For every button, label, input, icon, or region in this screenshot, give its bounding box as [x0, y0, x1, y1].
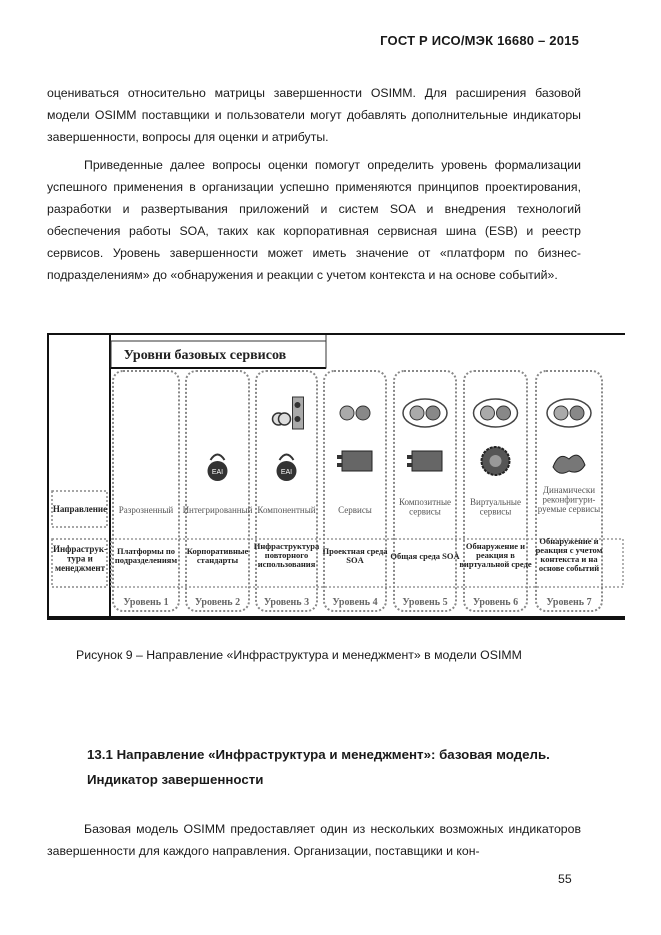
container-port-icon	[337, 455, 342, 459]
container-icon	[412, 451, 442, 471]
section-heading: 13.1 Направление «Инфраструктура и менеджмент»: базовая модель. Индикатор завершенности	[87, 747, 550, 787]
component-stack-icon	[293, 397, 304, 429]
level-name-6: Виртуальные сервисы	[470, 497, 521, 517]
level-label-1: Уровень 1	[123, 597, 169, 608]
component-dot-icon	[295, 402, 301, 408]
level-column-2	[186, 371, 249, 611]
osimm-figure	[47, 333, 625, 620]
component-dot-icon	[295, 416, 301, 422]
level-name-5: Композитные сервисы	[398, 497, 452, 517]
banner-title: Уровни базовых сервисов	[123, 348, 287, 363]
label-column-border	[109, 333, 111, 620]
level-infra-2: Корпоративные стандарты	[186, 546, 249, 565]
level-name-7: Динамически реконфигури-руемые сервисы	[537, 485, 601, 514]
level-infra-5: Общая среда SOA	[390, 551, 460, 561]
service-circle-icon	[481, 406, 495, 420]
service-circle-icon	[410, 406, 424, 420]
service-circle-icon	[554, 406, 568, 420]
component-ring-icon	[279, 413, 291, 425]
eai-label: EAI	[280, 469, 293, 476]
infra-label: Инфраструк-тура и менеджмент	[52, 544, 108, 573]
service-circle-icon	[497, 406, 511, 420]
container-icon	[342, 451, 372, 471]
service-circle-icon	[426, 406, 440, 420]
level-infra-7: Обнаружение и реакция с учетом контекста и на основе событий	[535, 536, 603, 573]
page-number: 55	[558, 872, 572, 886]
eai-link-icon	[211, 455, 225, 461]
level-column-3	[256, 371, 317, 611]
service-circle-icon	[356, 406, 370, 420]
container-port-icon	[407, 463, 412, 467]
virtual-core-icon	[490, 455, 502, 467]
eai-label: EAI	[211, 469, 224, 476]
level-name-3: Компонентный	[257, 505, 316, 515]
level-label-7: Уровень 7	[546, 597, 592, 608]
paragraph-3: Базовая модель OSIMM предоставляет один из нескольких возможных индикаторов завершенности для каждого направления. Организации, поставщики и кон-	[47, 822, 581, 858]
level-label-6: Уровень 6	[472, 597, 519, 608]
level-column-1	[113, 371, 179, 611]
level-name-4: Сервисы	[338, 505, 372, 515]
dynamic-cloud-icon	[553, 455, 585, 473]
figure-bottom-border	[47, 616, 625, 620]
level-label-2: Уровень 2	[194, 597, 241, 608]
direction-label: Направление	[52, 504, 108, 514]
figure-top-border	[47, 333, 625, 335]
container-port-icon	[337, 463, 342, 467]
service-circle-icon	[570, 406, 584, 420]
level-infra-4: Проектная среда SOA	[322, 546, 388, 565]
osimm-diagram	[47, 333, 625, 620]
service-circle-icon	[340, 406, 354, 420]
level-label-3: Уровень 3	[263, 597, 310, 608]
level-infra-3: Инфраструктура повторного использования	[253, 541, 320, 569]
level-column-4	[324, 371, 386, 611]
container-port-icon	[407, 455, 412, 459]
paragraph-2: Приведенные далее вопросы оценки помогут определить уровень формализации успешного применения в организации успешно применяются принципов проектирования, разработки и развертывания приложений и систем SOA и внедрения технологий обеспечения работы SOA, таких как корпоративная сервисная шина (ESB) и реестр сервисов. Уровень завершенности может иметь значение от «платформ по бизнес-подразделениям» до «обнаружения и реакции с учетом контекста и на основе событий».	[47, 158, 581, 282]
paragraph-1: оцениваться относительно матрицы завершенности OSIMM. Для расширения базовой модели OSIMM поставщики и пользователи могут добавлять дополнительные индикаторы завершенности, вопросы для оценки и атрибуты.	[47, 86, 581, 144]
figure-left-border	[47, 333, 49, 620]
level-name-2: Интегрированный	[182, 505, 253, 515]
eai-link-icon	[280, 455, 294, 461]
document-header: ГОСТ Р ИСО/МЭК 16680 – 2015	[380, 33, 579, 48]
level-label-5: Уровень 5	[402, 597, 448, 608]
level-name-1: Разрозненный	[118, 505, 174, 515]
level-label-4: Уровень 4	[332, 597, 378, 608]
level-infra-6: Обнаружение и реакция в виртуальной среде	[459, 541, 532, 569]
level-infra-1: Платформы по подразделениям	[114, 546, 178, 565]
figure-caption: Рисунок 9 – Направление «Инфраструктура и менеджмент» в модели OSIMM	[76, 648, 522, 662]
